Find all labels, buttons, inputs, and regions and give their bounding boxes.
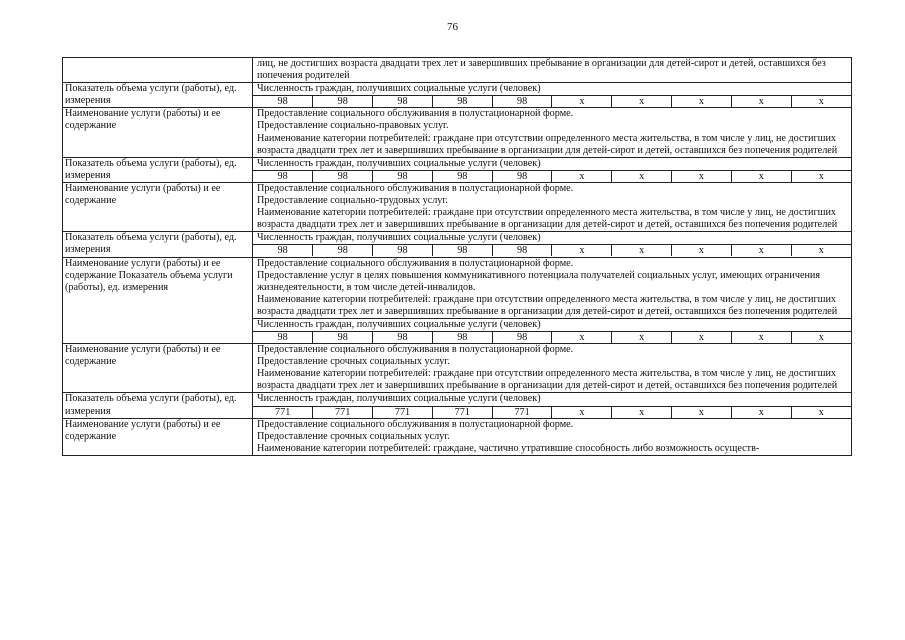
value-cell: 98	[253, 245, 313, 256]
table-row	[63, 182, 852, 231]
service-name-indicator-label: Наименование услуги (работы) и ее содержание Показатель объема услуги (работы), ед. измерения	[63, 257, 253, 344]
value-cell: x	[818, 406, 824, 418]
value-cell: 98	[313, 332, 373, 343]
value-cell: x	[552, 171, 612, 182]
value-cell: 98	[313, 96, 373, 107]
table-row	[63, 157, 852, 170]
service-category: Наименование категории потребителей: граждане при отсутствии определенного места жительства, в том числе у лиц, не достигших возраста двадцати трех лет и завершивших пребывание в организации для детей-сирот и детей, оставшихся без попечения родителей	[257, 368, 838, 392]
value-cell: x	[818, 245, 824, 257]
service-description	[253, 344, 852, 393]
value-cell: 98	[253, 332, 313, 343]
service-form: Предоставление социального обслуживания в полустационарной форме.	[257, 108, 574, 120]
values-row	[253, 332, 851, 343]
value-cell: x	[672, 96, 732, 107]
value-cell: 771	[432, 407, 492, 418]
service-type: Предоставление срочных социальных услуг.	[257, 356, 450, 368]
value-cell: 98	[373, 96, 433, 107]
service-name-label: Наименование услуги (работы) и ее содержание	[63, 182, 253, 231]
values-cell	[253, 96, 852, 108]
value-cell: x	[672, 245, 732, 256]
value-cell: x	[612, 245, 672, 256]
value-cell: x	[552, 407, 612, 418]
service-type: Предоставление срочных социальных услуг.	[257, 430, 450, 442]
value-cell: x	[818, 332, 824, 344]
values-row	[253, 245, 851, 256]
value-cell: x	[612, 407, 672, 418]
values-row	[253, 407, 851, 418]
values-cell	[253, 245, 852, 257]
label-cell	[63, 58, 253, 83]
value-cell: x	[672, 407, 732, 418]
table-row	[63, 232, 852, 245]
value-cell: 98	[492, 171, 552, 182]
value-cell: 98	[253, 96, 313, 107]
value-cell: x	[552, 96, 612, 107]
value-cell: x	[552, 332, 612, 343]
service-type: Предоставление социально-трудовых услуг.	[257, 195, 448, 207]
value-cell: 98	[313, 171, 373, 182]
indicator-label: Показатель объема услуги (работы), ед. измерения	[63, 83, 253, 108]
service-form: Предоставление социального обслуживания в полустационарной форме.	[257, 418, 574, 430]
value-cell: 98	[432, 245, 492, 256]
value-cell: x	[731, 96, 791, 107]
value-cell: x	[818, 96, 824, 108]
table-row	[63, 344, 852, 393]
service-name-label: Наименование услуги (работы) и ее содержание	[63, 418, 253, 455]
service-category: Наименование категории потребителей: граждане при отсутствии определенного места жительства, в том числе у лиц, не достигших возраста двадцати трех лет и завершивших пребывание в организации для детей-сирот и детей, оставшихся без попечения родителей	[257, 132, 838, 156]
values-cell	[253, 332, 852, 344]
service-name-label: Наименование услуги (работы) и ее содержание	[63, 108, 253, 157]
measure-text: Численность граждан, получивших социальные услуги (человек)	[253, 318, 852, 331]
value-cell: 98	[492, 332, 552, 343]
table-row	[63, 257, 852, 318]
values-row	[253, 171, 851, 182]
values-cell	[253, 170, 852, 182]
service-description	[253, 418, 852, 455]
value-cell: 98	[253, 171, 313, 182]
value-cell: x	[612, 332, 672, 343]
value-cell: 98	[373, 171, 433, 182]
value-cell: 98	[492, 245, 552, 256]
measure-text: Численность граждан, получивших социальные услуги (человек)	[253, 157, 852, 170]
value-cell: x	[731, 407, 791, 418]
continuation-text: лиц, не достигших возраста двадцати трех лет и завершивших пребывание в организации для детей-сирот и детей, оставшихся без попечения родителей	[253, 58, 852, 83]
value-cell: 771	[492, 407, 552, 418]
values-row	[253, 96, 851, 107]
value-cell: x	[731, 245, 791, 256]
table-row	[63, 108, 852, 157]
value-cell: 771	[373, 407, 433, 418]
indicator-label: Показатель объема услуги (работы), ед. измерения	[63, 157, 253, 182]
value-cell: 98	[432, 171, 492, 182]
measure-text: Численность граждан, получивших социальные услуги (человек)	[253, 232, 852, 245]
service-category: Наименование категории потребителей: граждане, частично утратившие способность либо возможность осуществ-	[257, 442, 760, 454]
table-row	[63, 58, 852, 83]
service-type: Предоставление социально-правовых услуг.	[257, 120, 449, 132]
service-table	[62, 57, 852, 456]
table-row	[63, 418, 852, 455]
service-type: Предоставление услуг в целях повышения коммуникативного потенциала получателей социальных услуг, имеющих ограничения жизнедеятельности, в том числе детей-инвалидов.	[257, 269, 821, 293]
value-cell: 771	[253, 407, 313, 418]
table-row	[63, 83, 852, 96]
measure-text: Численность граждан, получивших социальные услуги (человек)	[253, 83, 852, 96]
table-row	[63, 393, 852, 406]
value-cell: 98	[492, 96, 552, 107]
indicator-label: Показатель объема услуги (работы), ед. измерения	[63, 232, 253, 257]
value-cell: x	[552, 245, 612, 256]
value-cell: x	[612, 96, 672, 107]
measure-text: Численность граждан, получивших социальные услуги (человек)	[253, 393, 852, 406]
service-form: Предоставление социального обслуживания в полустационарной форме.	[257, 344, 574, 356]
value-cell: x	[818, 170, 824, 182]
service-description	[253, 257, 852, 318]
value-cell: 98	[432, 96, 492, 107]
value-cell: x	[672, 332, 732, 343]
value-cell: x	[731, 332, 791, 343]
indicator-label: Показатель объема услуги (работы), ед. измерения	[63, 393, 253, 418]
value-cell: x	[672, 171, 732, 182]
value-cell: 771	[313, 407, 373, 418]
values-cell	[253, 406, 852, 418]
service-description	[253, 108, 852, 157]
service-category: Наименование категории потребителей: граждане при отсутствии определенного места жительства, в том числе у лиц, не достигших возраста двадцати трех лет и завершивших пребывание в организации для детей-сирот и детей, оставшихся без попечения родителей	[257, 293, 838, 317]
service-category: Наименование категории потребителей: граждане при отсутствии определенного места жительства, в том числе у лиц, не достигших возраста двадцати трех лет и завершивших пребывание в организации для детей-сирот и детей, оставшихся без попечения родителей	[257, 207, 838, 231]
service-name-label: Наименование услуги (работы) и ее содержание	[63, 344, 253, 393]
value-cell: 98	[313, 245, 373, 256]
service-form: Предоставление социального обслуживания в полустационарной форме.	[257, 257, 574, 269]
value-cell: 98	[432, 332, 492, 343]
value-cell: 98	[373, 332, 433, 343]
page-number: 76	[447, 21, 458, 33]
value-cell: x	[612, 171, 672, 182]
service-description	[253, 182, 852, 231]
value-cell: 98	[373, 245, 433, 256]
value-cell: x	[731, 171, 791, 182]
service-form: Предоставление социального обслуживания в полустационарной форме.	[257, 182, 574, 194]
